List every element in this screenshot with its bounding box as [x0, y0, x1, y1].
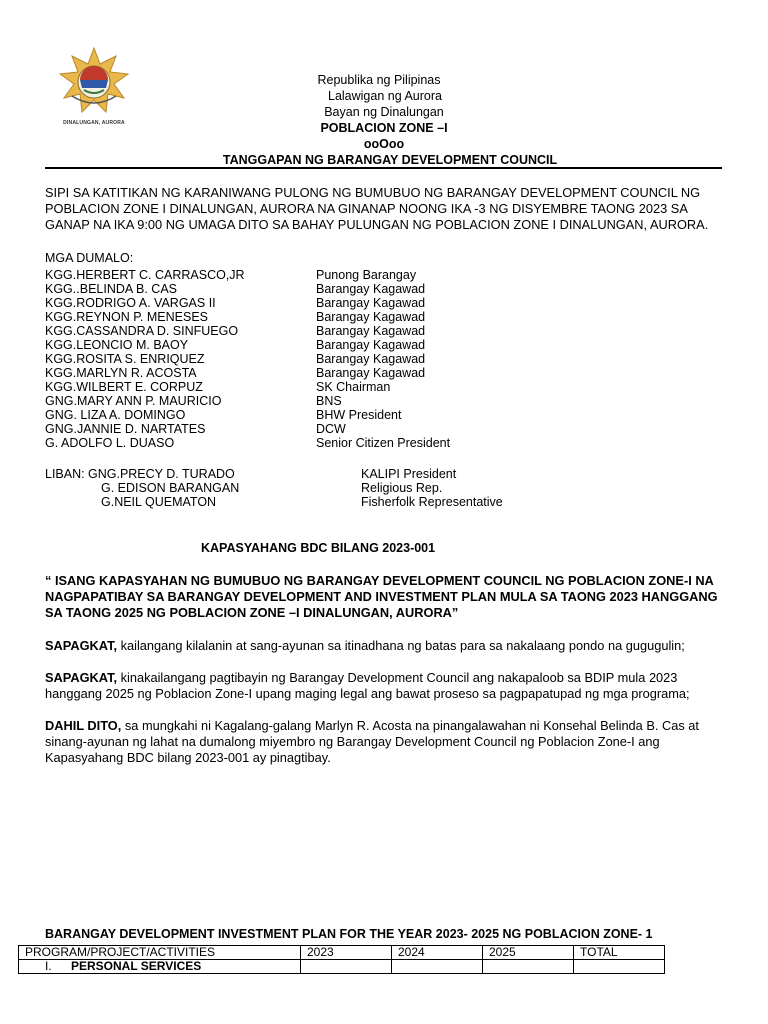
clause-1-text: kailangang kilalanin at sang-ayunan sa itinadhana ng batas para sa nakalaang pondo na gugugulin;: [117, 638, 685, 653]
absent-position: KALIPI President: [361, 467, 457, 481]
attendee-name: KGG.REYNON P. MENESES: [45, 310, 209, 324]
clause-3-text: sa mungkahi ni Kagalang-galang Marlyn R. Acosta na pinangalawahan ni Konsehal Belinda B. Cas at sinang-ayunan ng lahat na dumalong miyembro ng Barangay Development Council ng Poblacion Zone-I ang Kapasyahang BDC bilang 2023-001 ay pinagtibay.: [45, 718, 699, 765]
plan-row-number: I.: [45, 959, 52, 973]
attendee-position: BNS: [316, 394, 342, 408]
attendee-position: Barangay Kagawad: [316, 310, 426, 324]
absent-position: Fisherfolk Representative: [361, 495, 503, 509]
attendee-position: Barangay Kagawad: [316, 338, 426, 352]
plan-row: [19, 960, 665, 974]
resolution-number: KAPASYAHANG BDC BILANG 2023-001: [201, 541, 436, 555]
plan-header-2024: 2024: [392, 946, 483, 960]
clause-3: [45, 718, 725, 766]
header-ornament: ooOoo: [363, 137, 405, 151]
attendee-position: Punong Barangay: [316, 268, 417, 282]
absent-label: LIBAN:: [45, 467, 85, 481]
resolution-heading: “ ISANG KAPASYAHAN NG BUMUBUO NG BARANGAY DEVELOPMENT COUNCIL NG POBLACION ZONE-I NA NAGPAPATIBAY SA BARANGAY DEVELOPMENT AND INVESTMENT PLAN MULA SA TAONG 2023 HANGGANG SA TAONG 2025 NG POBLACION ZONE –I DINALUNGAN, AURORA”: [45, 573, 718, 620]
clause-2-lead: SAPAGKAT,: [45, 670, 118, 685]
plan-title: BARANGAY DEVELOPMENT INVESTMENT PLAN FOR THE YEAR 2023- 2025 NG POBLACION ZONE- 1: [45, 927, 653, 941]
clause-1: [45, 638, 725, 654]
plan-header-row: [19, 946, 665, 960]
attendee-position: SK Chairman: [316, 380, 391, 394]
attendee-position: Barangay Kagawad: [316, 366, 426, 380]
attendee-name: G. ADOLFO L. DUASO: [45, 436, 175, 450]
absent-name: G.NEIL QUEMATON: [101, 495, 217, 509]
clause-2: [45, 670, 725, 702]
attendee-name: KGG.ROSITA S. ENRIQUEZ: [45, 352, 205, 366]
plan-header-total: TOTAL: [574, 946, 665, 960]
header-municipality: Bayan ng Dinalungan: [324, 105, 444, 119]
header-divider: [45, 167, 722, 169]
attendee-position: Senior Citizen President: [316, 436, 451, 450]
plan-row-label: PERSONAL SERVICES: [71, 959, 202, 973]
attendee-name: KGG..BELINDA B. CAS: [45, 282, 177, 296]
attendee-position: Barangay Kagawad: [316, 296, 426, 310]
plan-cell-total: [574, 960, 665, 974]
attendee-name: KGG.RODRIGO A. VARGAS II: [45, 296, 216, 310]
minutes-intro: SIPI SA KATITIKAN NG KARANIWANG PULONG NG BUMUBUO NG BARANGAY DEVELOPMENT COUNCIL NG POBLACION ZONE I DINALUNGAN, AURORA NA GINANAP NOONG IKA -3 NG DISYEMBRE TAONG 2023 SA GANAP NA IKA 9:00 NG UMAGA DITO SA BAHAY PULUNGAN NG POBLACION ZONE I DINALUNGAN, AURORA.: [45, 185, 709, 232]
clause-3-lead: DAHIL DITO,: [45, 718, 122, 733]
attendee-name: KGG.HERBERT C. CARRASCO,JR: [45, 268, 245, 282]
attendee-name: GNG. LIZA A. DOMINGO: [45, 408, 186, 422]
plan-header-2023: 2023: [301, 946, 392, 960]
attendee-position: Barangay Kagawad: [316, 352, 426, 366]
absent-name: GNG.PRECY D. TURADO: [88, 467, 235, 481]
attendee-position: DCW: [316, 422, 346, 436]
plan-row-label-cell: [19, 960, 301, 974]
plan-cell-2023: [301, 960, 392, 974]
attendee-position: Barangay Kagawad: [316, 324, 426, 338]
clause-1-lead: SAPAGKAT,: [45, 638, 118, 653]
plan-header-2025: 2025: [483, 946, 574, 960]
seal-caption: DINALUNGAN, AURORA: [63, 120, 125, 126]
attendee-name: GNG.MARY ANN P. MAURICIO: [45, 394, 222, 408]
header-province: Lalawigan ng Aurora: [328, 89, 442, 103]
attendee-name: KGG.WILBERT E. CORPUZ: [45, 380, 203, 394]
attendee-name: KGG.LEONCIO M. BAOY: [45, 338, 189, 352]
attendee-name: GNG.JANNIE D. NARTATES: [45, 422, 206, 436]
header-barangay: POBLACION ZONE –I: [320, 121, 448, 135]
attendee-name: KGG.CASSANDRA D. SINFUEGO: [45, 324, 239, 338]
document-header: [0, 72, 768, 172]
plan-table: [18, 945, 665, 974]
attendee-position: Barangay Kagawad: [316, 282, 426, 296]
absent-name: G. EDISON BARANGAN: [101, 481, 240, 495]
absent-position: Religious Rep.: [361, 481, 443, 495]
attendees-label: MGA DUMALO:: [45, 251, 134, 265]
attendee-position: BHW President: [316, 408, 402, 422]
attendee-name: KGG.MARLYN R. ACOSTA: [45, 366, 197, 380]
plan-cell-2024: [392, 960, 483, 974]
plan-cell-2025: [483, 960, 574, 974]
header-republic: Republika ng Pilipinas: [317, 73, 441, 87]
plan-header-program: PROGRAM/PROJECT/ACTIVITIES: [19, 946, 301, 960]
header-office: TANGGAPAN NG BARANGAY DEVELOPMENT COUNCIL: [222, 153, 558, 167]
clause-2-text: kinakailangang pagtibayin ng Barangay Development Council ang nakapaloob sa BDIP mula 2023 hanggang 2025 ng Poblacion Zone-I upang maging legal ang bawat proseso sa pagpapatupad ng mga programa;: [45, 670, 690, 701]
